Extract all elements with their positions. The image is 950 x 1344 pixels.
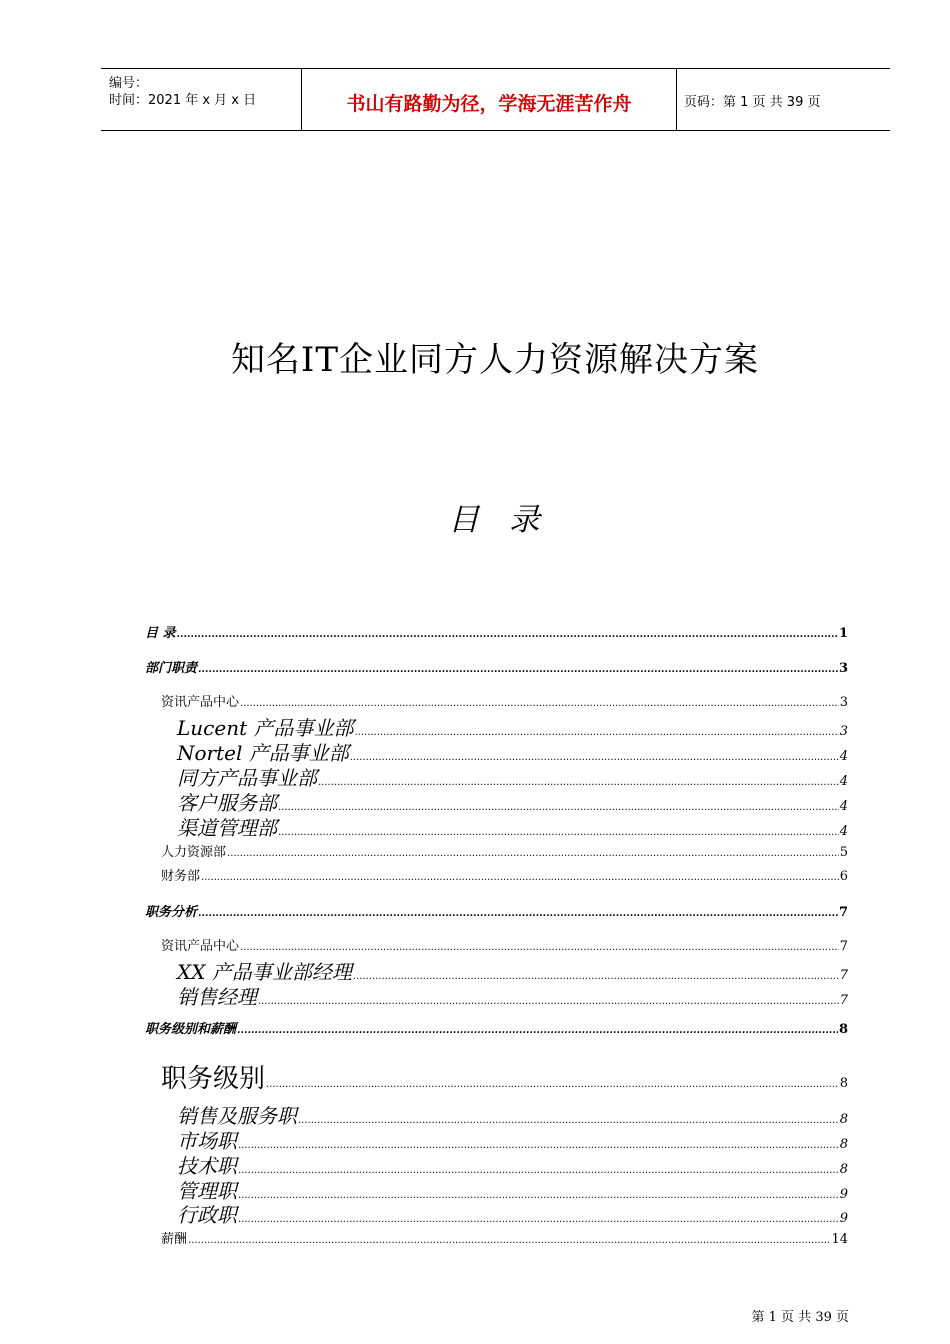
toc-entry[interactable]: [161, 1058, 848, 1095]
toc-entry-page: 4: [839, 799, 848, 814]
toc-entry-page: 1: [838, 626, 848, 641]
toc-leader: [237, 1025, 838, 1036]
toc-entry[interactable]: [145, 657, 848, 676]
toc-entry[interactable]: [161, 691, 848, 710]
toc-leader: [198, 908, 838, 919]
toc-entry-page: 8: [839, 1162, 848, 1177]
header-page-cell: [676, 69, 890, 130]
toc-entry-page: 3: [839, 724, 848, 739]
toc-entry-label: 市场职: [177, 1129, 237, 1153]
toc-entry-label: 销售及服务职: [177, 1104, 297, 1128]
toc-entry[interactable]: [161, 841, 848, 860]
toc-entry-label: 职务分析: [145, 905, 198, 920]
toc-entry-page: 8: [839, 1112, 848, 1127]
toc-leader: [266, 1079, 839, 1090]
toc-heading: 目 录: [448, 502, 550, 538]
toc-entry-page: 6: [839, 869, 848, 884]
toc-leader: [201, 872, 839, 883]
toc-leader: [198, 664, 838, 675]
serial-label: 编号：: [109, 76, 149, 91]
toc-entry-page: 9: [839, 1187, 848, 1202]
toc-entry-label: 同方产品事业部: [177, 766, 317, 790]
toc-entry-page: 7: [839, 968, 848, 983]
toc-entry-page: 5: [839, 845, 848, 860]
toc-entry-label: 资讯产品中心: [161, 695, 240, 710]
toc-entry[interactable]: [161, 1228, 848, 1247]
toc-entry-page: 3: [838, 661, 848, 676]
toc-entry-page: 4: [839, 824, 848, 839]
toc-entry-page: 4: [839, 774, 848, 789]
toc-entry-page: 4: [839, 749, 848, 764]
toc-entry-page: 8: [838, 1022, 848, 1037]
toc-leader: [240, 942, 839, 953]
toc-entry[interactable]: [145, 901, 848, 920]
page-footer: 第 1 页 共 39 页: [751, 1310, 849, 1325]
toc-entry-label: 薪酬: [161, 1232, 188, 1247]
toc-entry-page: 7: [839, 993, 848, 1008]
toc-leader: [188, 1235, 830, 1246]
toc-entry-label: Lucent 产品事业部: [177, 716, 354, 740]
header-page-info: 页码：第 1 页 共 39 页: [684, 95, 821, 110]
toc-entry-label: XX 产品事业部经理: [177, 960, 352, 984]
toc-entry[interactable]: [161, 865, 848, 884]
toc-entry-page: 8: [839, 1076, 848, 1091]
header-motto-cell: [301, 69, 677, 130]
toc-entry-page: 9: [839, 1211, 848, 1226]
toc-leader: [227, 848, 839, 859]
toc-entry-label: Nortel 产品事业部: [177, 741, 349, 765]
toc-leader: [238, 1214, 839, 1225]
toc-entry-label: 人力资源部: [161, 845, 227, 860]
toc-leader: [258, 996, 839, 1007]
toc-entry[interactable]: [177, 981, 848, 1010]
toc-entry[interactable]: [177, 1199, 848, 1228]
toc-entry[interactable]: [145, 1018, 848, 1037]
toc-entry-label: 销售经理: [177, 985, 257, 1009]
toc-entry-label: 财务部: [161, 869, 201, 884]
toc-leader: [177, 629, 838, 640]
toc-entry-label: 职务级别: [161, 1064, 266, 1094]
toc-entry-label: 职务级别和薪酬: [145, 1022, 237, 1037]
toc-entry[interactable]: [177, 812, 848, 841]
toc-entry-page: 7: [838, 905, 848, 920]
toc-entry-label: 客户服务部: [177, 791, 277, 815]
header-motto: 书山有路勤为径，学海无涯苦作舟: [346, 93, 632, 115]
toc-entry-label: 资讯产品中心: [161, 939, 240, 954]
toc-leader: [278, 827, 839, 838]
page-header: [101, 68, 890, 131]
time-label: 时间：2021 年 x 月 x 日: [109, 93, 257, 108]
toc-entry[interactable]: [145, 622, 848, 641]
toc-entry-page: 3: [839, 695, 848, 710]
toc-entry-label: 渠道管理部: [177, 816, 277, 840]
document-title: 知名IT企业同方人力资源解决方案: [230, 340, 760, 380]
toc-entry-page: 14: [831, 1232, 848, 1247]
toc-entry-label: 部门职责: [145, 661, 198, 676]
toc-entry-page: 7: [839, 939, 848, 954]
toc-entry-label: 技术职: [177, 1154, 237, 1178]
toc-leader: [240, 698, 839, 709]
toc-entry[interactable]: [161, 935, 848, 954]
toc-entry-label: 行政职: [177, 1203, 237, 1227]
toc-entry-label: 管理职: [177, 1179, 237, 1203]
toc-entry-page: 8: [839, 1137, 848, 1152]
header-meta-cell: [101, 69, 301, 130]
toc-entry-label: 目 录: [145, 626, 176, 641]
